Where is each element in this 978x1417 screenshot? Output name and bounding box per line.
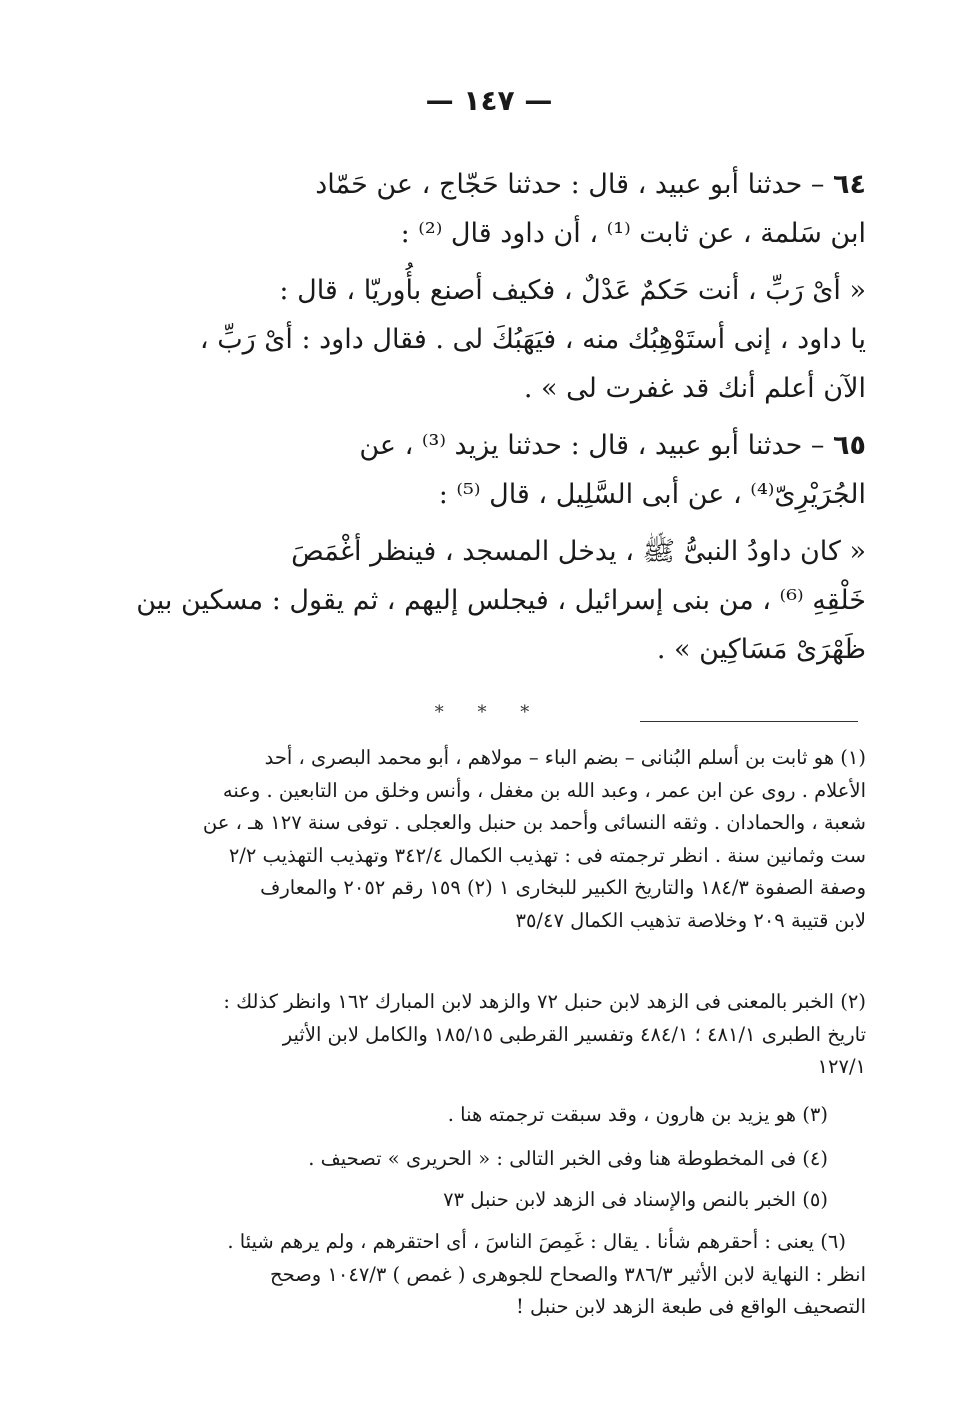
quote-line: يا داود ، إنى أستَوْهِبُك منه ، فيَهَبُكَ لى . فقال داود : أىْ رَبِّ ، <box>199 324 866 355</box>
footnote-1 <box>106 742 866 937</box>
footnote-6 <box>106 1226 866 1324</box>
footnote-line: (١) هو ثابت بن أسلم البُنانى – بضم الباء – مولاهم ، أبو محمد البصرى ، أحد <box>264 746 866 769</box>
footnote-line: تاريخ الطبرى ٤٨١/١ ؛ ٤٨٤/١ وتفسير القرطبى ١٨٥/١٥ والكامل لابن الأثير <box>282 1022 866 1046</box>
paragraph-65 <box>106 421 866 519</box>
paragraph-line: ابن سَلمة ، عن ثابت ⁽¹⁾ ، أن داود قال ⁽²⁾ : <box>400 218 866 249</box>
footnote-4 <box>68 1143 866 1176</box>
page-number: — ١٤٧ — <box>425 84 553 117</box>
paragraph-line: الجُرَيْرِىّ⁽⁴⁾ ، عن أبى السَّلِيل ، قال ⁽⁵⁾ : <box>438 479 866 510</box>
paragraph-line: – حدثنا أبو عبيد ، قال : حدثنا حَجّاج ، عن حَمّاد <box>315 169 825 200</box>
quote-65 <box>106 527 866 674</box>
footnote-line: لابن قتيبة ٢٠٩ وخلاصة تذهيب الكمال ٣٥/٤٧ <box>515 908 866 932</box>
paragraph-number: ٦٥ <box>833 430 866 461</box>
quote-line: ظَهْرَىْ مَسَاكِين » . <box>656 634 866 665</box>
footnote-line: (٢) الخبر بالمعنى فى الزهد لابن حنبل ٧٢ والزهد لابن المبارك ١٦٢ وانظر كذلك : <box>223 990 866 1013</box>
footnote-line: (٣) هو يزيد بن هارون ، وقد سبقت ترجمته هنا . <box>447 1103 828 1126</box>
footnote-3 <box>68 1099 866 1132</box>
footnote-2 <box>106 986 866 1084</box>
paragraph-line: – حدثنا أبو عبيد ، قال : حدثنا يزيد ⁽³⁾ ، عن <box>359 430 825 461</box>
footnote-line: انظر : النهاية لابن الأثير ٣٨٦/٣ والصحاح للجوهرى ( غمص ) ١٠٤٧/٣ وصحح <box>270 1262 866 1286</box>
quote-line: الآن أعلم أنك قد غفرت لى » . <box>523 373 866 404</box>
footnote-line: وصفة الصفوة ١٨٤/٣ والتاريخ الكبير للبخارى ١ (٢) ١٥٩ رقم ٢٠٥٢ والمعارف <box>260 876 866 899</box>
footnote-line: (٦) يعنى : أحقرهم شأنا . يقال : غَمِصَ الناسَ ، أى احتقرهم ، ولم يرهم شيئا . <box>227 1230 846 1253</box>
section-separator: * * * <box>434 702 544 723</box>
quote-line: خَلْقِهِ ⁽⁶⁾ ، من بنى إسرائيل ، فيجلس إليهم ، ثم يقول : مسكين بين <box>136 585 866 616</box>
footnote-line: التصحيف الواقع فى طبعة الزهد لابن حنبل ! <box>515 1295 866 1318</box>
footnote-5 <box>68 1184 866 1217</box>
footnote-line: الأعلام . روى عن ابن عمر ، وعبد الله بن مغفل ، وأنس وخلق من التابعين . وعنه <box>222 778 866 802</box>
footnote-line: ١٢٧/١ <box>817 1055 866 1078</box>
paragraph-64 <box>106 160 866 258</box>
paragraph-number: ٦٤ <box>833 169 866 200</box>
footnote-line: ست وثمانين سنة . انظر ترجمته فى : تهذيب الكمال ٣٤٢/٤ وتهذيب التهذيب ٢/٢ <box>228 843 866 867</box>
quote-line: « أىْ رَبِّ ، أنت حَكمٌ عَدْلٌ ، فكيف أصنع بأُوريّا ، قال : <box>279 275 866 306</box>
quote-line: « كان داودُ النبىُّ ﷺ ، يدخل المسجد ، فينظر أغْمَصَ <box>291 536 866 567</box>
footnote-line: (٤) فى المخطوطة هنا وفى الخبر التالى : « الحريرى » تصحيف . <box>308 1147 828 1170</box>
quote-64 <box>106 266 866 413</box>
footnote-line: (٥) الخبر بالنص والإسناد فى الزهد لابن حنبل ٧٣ <box>443 1188 828 1211</box>
footnote-divider <box>640 721 858 722</box>
footnote-line: شعبة ، والحمادان . وثقه النسائى وأحمد بن حنبل والعجلى . توفى سنة ١٢٧ هـ ، عن <box>202 811 866 834</box>
